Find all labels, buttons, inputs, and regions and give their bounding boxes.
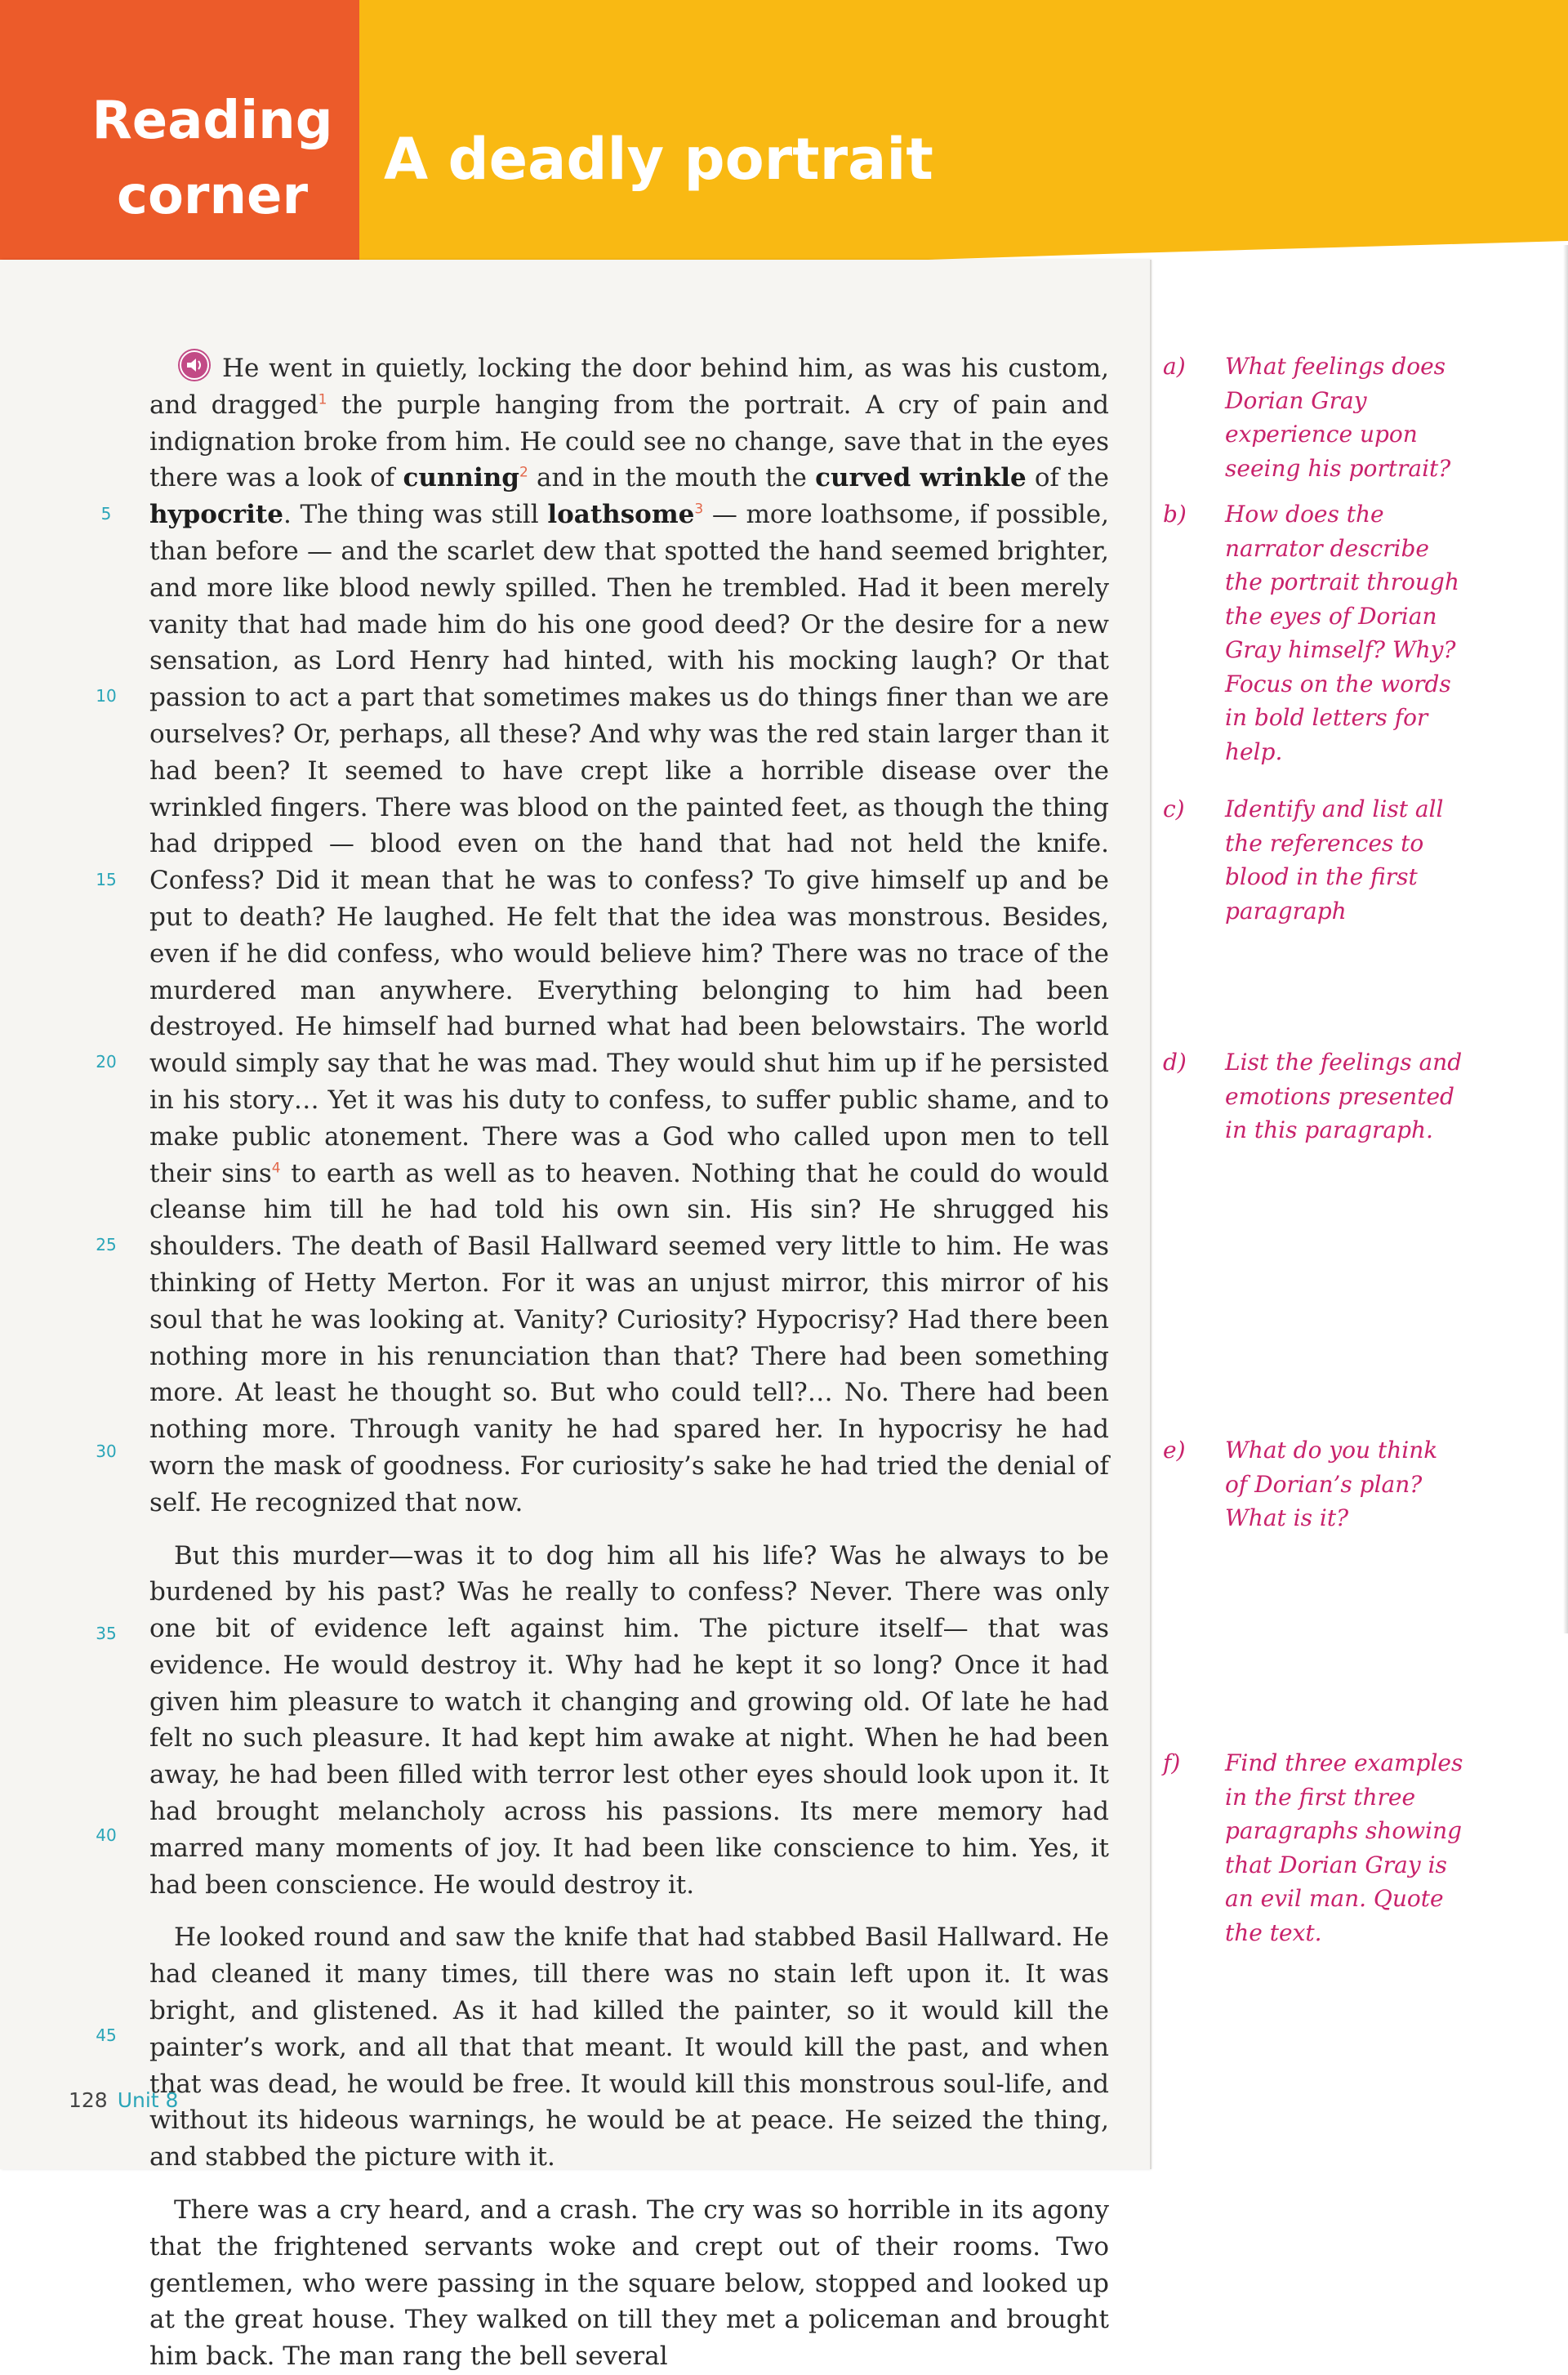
bold-keyword: loathsome [547, 500, 695, 530]
section-label-line1: Reading [91, 91, 333, 151]
bold-keyword: cunning [403, 463, 519, 493]
line-number: 40 [96, 1825, 117, 1845]
page-title: A deadly portrait [384, 126, 933, 193]
question-d [1163, 1045, 1463, 1147]
line-number: 35 [96, 1624, 117, 1643]
page-footer [69, 2088, 178, 2112]
text-run: . The thing was still [283, 500, 548, 530]
line-number: 10 [96, 686, 117, 706]
reading-text [149, 349, 1109, 2375]
column-divider [1150, 260, 1152, 2169]
text-run: But this murder—was it to dog him all his life? Was he always to be burdened by his past? Was he really to confess? Never. There was only one bit of evidence left against him. The picture itself— that was evidence. He would destroy it. Why had he kept it so long? Once it had given him pleasure to watch it changing and growing old. Of late he had felt no such pleasure. It had kept him awake at night. When he had been away, he had been filled with terror lest other eyes should look upon it. It had brought melancholy across his passions. Its mere memory had marred many moments of joy. It had been like conscience to him. Yes, it had been conscience. He would destroy it. [149, 1540, 1109, 1900]
footnote-marker: 3 [694, 501, 704, 518]
line-number: 25 [96, 1235, 117, 1254]
text-run: He went in quietly, locking the door behind him, as was his custom, and dragged [149, 354, 1109, 420]
question-b [1163, 497, 1463, 769]
speaker-icon[interactable] [178, 349, 211, 381]
question-label: e) [1163, 1437, 1186, 1464]
question-text: What do you think of Dorian’s plan? What is it? [1225, 1437, 1438, 1531]
question-label: d) [1163, 1049, 1187, 1076]
text-run: — more loathsome, if possible, than before — and the scarlet dew that spotted the hand seemed brighter, and more like blood newly spilled. Then he trembled. Had it been merely vanity that had made him do his one good deed? Or the desire for a new sensation, as Lord Henry had hinted, with his mocking laugh? Or that passion to act a part that sometimes makes us do things finer than we are ourselves? Or, perhaps, all these? And why was the red stain larger than it had been? It seemed to have crept like a horrible disease over the wrinkled fingers. There was blood on the painted feet, as though the thing had dripped — blood even on the hand that had not held the knife. Confess? Did it mean that he was to confess? To give himself up and be put to death? He laughed. He felt that the idea was monstrous. Besides, even if he did confess, who would believe him? There was no trace of the murdered man anywhere. Everything belonging to him had been destroyed. He himself had burned what had been belowstairs. The world would simply say that he was mad. They would shut him up if he persisted in his story… Yet it was his duty to confess, to suffer public shame, and to make public atonement. There was a God who called upon men to tell their sins [149, 500, 1110, 1188]
paragraph [149, 2192, 1109, 2375]
page-number: 128 [69, 2088, 108, 2112]
paragraph [149, 1538, 1109, 1904]
section-label [78, 83, 347, 234]
line-number: 30 [96, 1441, 117, 1461]
question-text: How does the narrator describe the portrait through the eyes of Dorian Gray himself? Why? Focus on the words in bold letters for help. [1225, 501, 1459, 765]
question-label: a) [1163, 353, 1186, 380]
footnote-marker: 4 [271, 1160, 281, 1177]
question-a [1163, 350, 1463, 485]
question-f [1163, 1746, 1463, 1949]
question-label: f) [1163, 1749, 1181, 1776]
text-run: of the [1026, 463, 1109, 493]
section-label-line2: corner [117, 166, 308, 226]
bold-keyword: curved wrinkle [815, 463, 1027, 493]
question-text: Identify and list all the references to blood in the first paragraph [1225, 795, 1444, 925]
question-text: What feelings does Dorian Gray experience upon seeing his portrait? [1225, 353, 1451, 482]
question-label: c) [1163, 795, 1185, 822]
question-label: b) [1163, 501, 1187, 528]
line-number: 15 [96, 870, 117, 889]
line-number: 45 [96, 2025, 117, 2045]
question-text: List the feelings and emotions presented in this paragraph. [1225, 1049, 1463, 1143]
footnote-marker: 2 [519, 465, 528, 482]
line-number: 20 [96, 1052, 117, 1072]
unit-label: Unit 8 [117, 2088, 179, 2112]
bold-keyword: hypocrite [149, 500, 283, 530]
paragraph [149, 349, 1109, 1522]
page-edge-shadow [1563, 245, 1568, 1633]
text-run: to earth as well as to heaven. Nothing that he could do would cleanse him till he had told his own sin. His sin? He shrugged his shoulders. The death of Basil Hallward seemed very little to him. He was thinking of Hetty Merton. For it was an unjust mirror, this mirror of his soul that he was looking at. Vanity? Curiosity? Hypocrisy? Had there been nothing more in his renunciation than that? There had been something more. At least he thought so. But who could tell?… No. There had been nothing more. Through vanity he had spared her. In hypocrisy he had worn the mask of goodness. For curiosity’s sake he had tried the denial of self. He recognized that now. [149, 1158, 1109, 1517]
text-run: and in the mouth the [528, 463, 816, 493]
line-number: 5 [100, 504, 112, 524]
text-run: He looked round and saw the knife that had stabbed Basil Hallward. He had cleaned it many times, till there was no stain left upon it. It was bright, and glistened. As it had killed the painter, so it would kill the painter’s work, and all that that meant. It would kill the past, and when that was dead, he would be free. It would kill this monstrous soul-life, and without its hideous warnings, he would be at peace. He seized the thing, and stabbed the picture with it. [149, 1923, 1109, 2172]
question-e [1163, 1433, 1463, 1535]
question-c [1163, 792, 1463, 928]
paragraph [149, 1919, 1109, 2176]
text-run: the purple hanging from the portrait. A cry of pain and indignation broke from him. He could see no change, save that in the eyes there was a look of [149, 390, 1109, 493]
text-run: There was a cry heard, and a crash. The cry was so horrible in its agony that the frightened servants woke and crept out of their rooms. Two gentlemen, who were passing in the square below, stopped and looked up at the great house. They walked on till they met a policeman and brought him back. The man rang the bell several [149, 2195, 1109, 2372]
question-text: Find three examples in the first three paragraphs showing that Dorian Gray is an evil man. Quote the text. [1225, 1749, 1463, 1946]
footnote-marker: 1 [318, 391, 327, 408]
